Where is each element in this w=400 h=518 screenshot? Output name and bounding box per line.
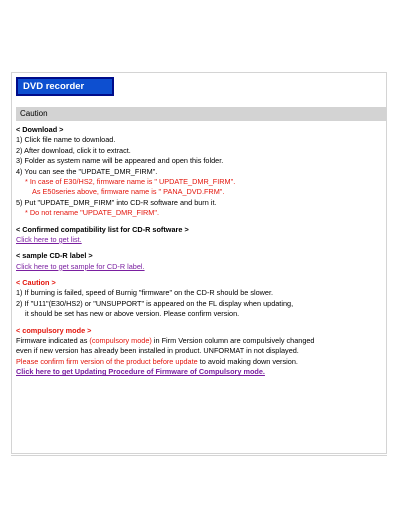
compulsory-mode-text: (compulsory mode) <box>89 336 152 346</box>
content-body <box>16 125 384 378</box>
download-step-1: 1) Click file name to download. <box>16 135 116 145</box>
compulsory-line-1c: in Firm Version column are compulsively changed <box>151 336 315 346</box>
download-note-e50: As E50series above, firmware name is " PANA_DVD.FRM". <box>32 187 225 197</box>
compat-list-link[interactable]: Click here to get list. <box>16 234 82 244</box>
sample-heading: < sample CD-R label > <box>16 251 93 261</box>
bottom-divider <box>11 455 387 456</box>
download-step-4: 4) You can see the "UPDATE_DMR_FIRM". <box>16 166 158 176</box>
caution-line-2: 2) If "U11"(E30/HS2) or "UNSUPPORT" is appeared on the FL display when updating, <box>16 298 294 308</box>
download-step-2: 2) After download, click it to extract. <box>16 145 131 155</box>
compat-heading: < Confirmed compatibility list for CD-R software > <box>16 224 189 234</box>
download-heading: < Download > <box>16 125 64 134</box>
compulsory-line-1a: Firmware indicated as <box>16 336 90 346</box>
caution-line-3: it should be set has new or above version. Please confirm version. <box>25 309 240 319</box>
compulsory-procedure-link[interactable]: Click here to get Updating Procedure of Firmware of Compulsory mode. <box>16 367 265 377</box>
compulsory-warning: Please confirm firm version of the product before update <box>16 356 198 366</box>
compulsory-line-3b: to avoid making down version. <box>197 356 298 366</box>
download-step-5: 5) Put "UPDATE_DMR_FIRM" into CD-R software and burn it. <box>16 197 217 207</box>
sample-label-link[interactable]: Click here to get sample for CD-R label. <box>16 261 145 271</box>
page-title-badge: DVD recorder <box>16 77 114 96</box>
caution-line-1: 1) If burning is failed, speed of Burnig "firmware" on the CD-R should be slower. <box>16 288 274 298</box>
compulsory-line-2: even if new version has already been installed in product. UNFORMAT in not displayed. <box>16 346 299 356</box>
caution-bar: Caution <box>16 107 386 121</box>
compulsory-line-1 <box>16 336 384 346</box>
caution-heading: < Caution > <box>16 278 56 288</box>
compulsory-line-3 <box>16 357 384 367</box>
download-step-3: 3) Folder as system name will be appeared and open this folder. <box>16 156 224 166</box>
download-note-rename: * Do not rename "UPDATE_DMR_FIRM". <box>25 208 159 218</box>
compulsory-heading: < compulsory mode > <box>16 325 92 335</box>
download-note-e30: * In case of E30/HS2, firmware name is " UPDATE_DMR_FIRM". <box>25 176 236 186</box>
